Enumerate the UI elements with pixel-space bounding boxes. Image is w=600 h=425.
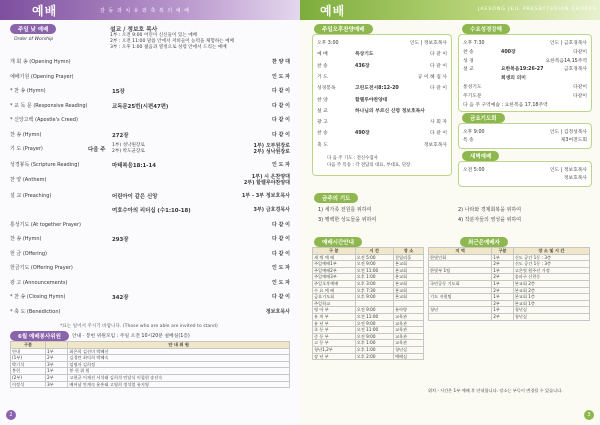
table-cell: 유아방 (393, 307, 423, 314)
volunteer-row (11, 374, 290, 381)
box-row-label: 통성기도 (463, 85, 482, 90)
order-item-detail: 여호수아의 리더십 (수1:10-18) (112, 208, 191, 214)
table-cell: 본교회 2층 (513, 287, 589, 294)
prayer-item: 2) 나라와 경제회복을 위하여 (458, 207, 522, 213)
order-item-detail: 다음 주 (88, 147, 106, 153)
box-row-label: 광 고 (317, 120, 328, 126)
box-row-mid: 하나님의 부르신 신령 정보호목사 (355, 108, 425, 114)
box-row-label: 다 음 주 구역예습 : 요한복음 17,18주역 (463, 102, 548, 108)
order-item-detail: 293장 (112, 237, 129, 243)
right-header-title: 예배 (320, 4, 346, 18)
table-cell: 3부 (45, 381, 67, 388)
table-cell: 오전 9:00 (355, 307, 393, 314)
table-cell: 청년실 (513, 307, 589, 314)
table-cell: 교육관 (393, 313, 423, 320)
table-cell: 기도 지원팀 (429, 294, 492, 301)
services-heading: 설교 / 정보호 목사 (110, 27, 158, 33)
volunteers-table-wrap (10, 341, 290, 388)
order-item-value: 다 같 이 (272, 88, 290, 94)
order-item-value: 1부) 시 온찬양대 (251, 173, 290, 180)
table-cell: 신도 공간 1동 : 3층 (513, 254, 589, 261)
schedule-row (313, 327, 424, 334)
table-cell: 3부 (45, 361, 67, 368)
service-line: 2부 : 오전 11:00 말씀 안에서 저희들이 능력을 체험하는 예배 (110, 39, 235, 44)
box-row-label: 찬 송 (317, 131, 328, 137)
table-cell: 주일예배1부 (313, 261, 356, 268)
table-cell: 박기석 (11, 361, 46, 368)
table-cell: 안내 (11, 348, 46, 355)
box-row-mid: 436장 (355, 63, 370, 69)
order-item-label: 설 교 (Preaching) (10, 192, 52, 199)
wednesday-pill: 수요성경강해 (462, 24, 510, 34)
table-header-row (11, 342, 290, 349)
table-cell: 이정석 (11, 381, 46, 388)
recent-row (429, 287, 590, 294)
table-header-row (313, 248, 424, 255)
table-cell: (1부) (11, 355, 46, 362)
order-item-extra: 1부) 성낙원장로 (112, 143, 145, 148)
volunteer-row (11, 355, 290, 362)
order-item-value: 다 같 이 (272, 294, 290, 300)
schedule-pill: 예배시간안내 (314, 237, 362, 247)
table-cell: 2부 (492, 261, 513, 268)
table-cell: 1부 (492, 280, 513, 287)
table-cell: 교육관 (393, 333, 423, 340)
table-cell: 한빛부 1팀 (429, 267, 492, 274)
table-header-cell: 지 역 (429, 248, 492, 255)
table-cell: 수 요 예 배 (313, 287, 356, 294)
box-row-value: 정보호목사 (423, 142, 447, 148)
order-item-value: 정보호목사 (265, 308, 290, 315)
volunteer-row (11, 361, 290, 368)
schedule-row (313, 267, 424, 274)
table-cell: 1부 (492, 307, 513, 314)
recent-row (429, 294, 590, 301)
table-cell: 1부 (45, 348, 67, 355)
order-item-value: 3부) 금호경목사 (253, 207, 290, 213)
order-item-label: * 교 독 문 (Responsive Reading) (10, 102, 88, 109)
table-header-cell: 안 내 위 원 (68, 342, 290, 349)
box-row-label: 설 교 (317, 108, 328, 114)
service-line: 1부 : 오전 9:00 어린이 신신들이 있는 예배 (110, 33, 198, 38)
order-item-label: * 찬 송 (Hymn) (10, 88, 46, 94)
box-row-label: 축 도 (317, 142, 328, 148)
order-item-label: 찬 송 (Hymn) (10, 131, 42, 138)
order-item-detail: 교독문25번(시편47편) (112, 103, 169, 110)
left-header (0, 0, 300, 20)
table-header-cell: 구분 (492, 248, 513, 255)
table-cell: 국민공동 기도회 (429, 280, 492, 287)
table-cell: 오후 1:00 (355, 340, 393, 347)
right-page-number: 3 (584, 410, 594, 420)
table-cell: 임명자 김희정 (68, 361, 290, 368)
table-cell: 오후 2:00 (355, 353, 393, 360)
order-item-label: 찬 양 (Anthem) (10, 176, 47, 183)
table-cell: 주일오후예배 (313, 280, 356, 287)
order-item-value: 인 도 자 (272, 73, 290, 80)
evening-next: 다 음 주 기도 : 전신수집사 (327, 156, 378, 161)
box-row-label: 성 경 (463, 58, 474, 64)
box-row-label: 설 교 (463, 67, 474, 73)
table-cell: 청년 (429, 307, 492, 314)
recent-row (429, 267, 590, 274)
table-header-cell: 장 소 (393, 248, 423, 255)
table-cell: 한빛인회 (429, 254, 492, 261)
table-cell: 본교회 (393, 274, 423, 281)
order-item-value: 2부) 성낙원장로 (253, 149, 290, 155)
order-item-value: 다 같 이 (272, 250, 290, 257)
volunteers-table (10, 341, 290, 388)
schedule-row (313, 280, 424, 287)
table-cell (429, 313, 492, 320)
table-cell: 중 등 부 (313, 333, 356, 340)
table-cell (429, 300, 492, 307)
table-cell: 오후 7:30 (355, 287, 393, 294)
schedule-row (313, 300, 424, 307)
box-row-mid: 할렐루야찬양대 (355, 97, 388, 103)
order-of-worship-en: Order of Worship (14, 37, 54, 42)
table-cell: 청년1,2부 (313, 346, 356, 353)
box-row-label: 찬 송 (317, 63, 328, 69)
table-cell: 교육관 (393, 320, 423, 327)
recent-row (429, 313, 590, 320)
recent-pill: 최근은예배자 (460, 237, 508, 247)
recent-table-wrap (428, 247, 590, 321)
box-row-label: 오전 5:00 (463, 168, 485, 173)
box-row-mid: 고린도전서8:12-20 (355, 86, 399, 92)
schedule-table-wrap (312, 247, 424, 360)
table-cell: 오후 1:00 (355, 346, 393, 353)
recent-row (429, 307, 590, 314)
order-item-label: 헌 금 (Offering) (10, 250, 47, 257)
table-cell: 오전 9:00 (355, 261, 393, 268)
table-cell: 2부 (492, 300, 513, 307)
volunteer-row (11, 368, 290, 375)
schedule-row (313, 254, 424, 261)
prayer-item: 4) 작분자들의 영성을 위하여 (458, 217, 522, 223)
table-cell: 1부 (492, 294, 513, 301)
table-cell: 오전 5:00 (355, 254, 393, 261)
evening-next: 다음 주 특송 : 각 전담의 대표, 부대표, 단장 (327, 163, 411, 168)
table-cell: 최은희 김선미 박혜선 (68, 348, 290, 355)
box-row-value: 인도 | 김정성목사 (549, 130, 587, 135)
box-row-value: 금호경목사 (563, 67, 587, 73)
box-row-label: 주기도문 (463, 93, 482, 99)
schedule-row (313, 346, 424, 353)
evening-box (312, 34, 452, 176)
order-item-value: 1부) 오부원장로 (253, 143, 290, 149)
right-page (300, 0, 600, 425)
table-cell: 2부 (45, 374, 67, 381)
wednesday-box (458, 34, 592, 112)
order-item-value: 인 도 자 (272, 265, 290, 271)
table-cell: 1부 (45, 368, 67, 375)
table-cell: 예배실 (393, 353, 423, 360)
table-cell: 본교회 (393, 287, 423, 294)
box-row-label: 성경봉독 (317, 86, 336, 92)
table-cell (429, 287, 492, 294)
box-row-value: 공 이 헤 집 사 (417, 74, 447, 80)
order-item-value: 다 같 이 (272, 221, 290, 228)
table-cell: 오후 3:00 (355, 280, 393, 287)
left-header-subtitle: 감 동 과 치 유 와 축 복 의 예 배 (100, 8, 191, 14)
box-row-value: 다같이 (573, 85, 587, 90)
table-cell: 청년실 (513, 313, 589, 320)
schedule-row (313, 287, 424, 294)
prayer-item: 1) 세가족 전원를 위하여 (318, 207, 372, 213)
order-item-value: 인 도 자 (272, 279, 290, 286)
table-cell: 2부 (492, 313, 513, 320)
box-row-value: 사 회 자 (430, 120, 447, 126)
order-item-value: 다 같 이 (272, 117, 290, 123)
order-item-value: 다 같 이 (272, 131, 290, 138)
recent-row (429, 254, 590, 261)
order-item-label: 기 도 (Prayer) (10, 146, 43, 152)
table-cell (355, 300, 393, 307)
table-cell: 오전 11:00 (355, 267, 393, 274)
recent-table (428, 247, 590, 321)
table-cell: 2부 (492, 287, 513, 294)
right-header (300, 0, 600, 20)
table-cell: 본교회 (393, 280, 423, 287)
table-header-cell: 구분 (11, 342, 46, 349)
table-cell: 오후 1:00 (355, 274, 393, 281)
table-cell: 주일학교 (313, 300, 356, 307)
recent-row (429, 280, 590, 287)
table-cell (429, 261, 492, 268)
box-row-value: 다같이 (573, 49, 587, 55)
box-row-label: 예 배 (317, 52, 328, 58)
table-header-cell: 시 간 (355, 248, 393, 255)
order-item-detail: 272장 (112, 132, 129, 139)
order-item-value: 찬 양 대 (272, 59, 290, 65)
table-cell: 금요기도회 (313, 294, 356, 301)
friday-pill: 금요기도회 (462, 113, 505, 123)
table-cell: 갈릴리홀 (393, 254, 423, 261)
order-item-label: * 축 도 (Benediction) (10, 308, 61, 315)
table-cell: 1부 (492, 254, 513, 261)
table-cell: 유 년 부 (313, 320, 356, 327)
box-row-mid: 묵상기도 (355, 52, 374, 58)
table-cell: 본교회 (393, 267, 423, 274)
prayer-pill: 금주의 기도 (314, 193, 358, 203)
dawn-pill: 새벽예배 (462, 151, 499, 161)
order-item-label: 광 고 (Announcements) (10, 279, 68, 286)
order-item-value: 다 같 이 (272, 236, 290, 242)
service-line: 3부 : 오후 1:00 젊음과 열정으로 성령 안에서 드리는 예배 (110, 45, 227, 50)
table-cell: 봉 헌 위 원 (68, 368, 290, 375)
table-cell: 배어남 안계숙 윤홍태 고영희 정석열 유지영 (68, 381, 290, 388)
schedule-row (313, 307, 424, 314)
order-item-detail: 342장 (112, 295, 129, 301)
table-cell: 교육관 (393, 340, 423, 347)
recent-row (429, 274, 590, 281)
order-item-label: 찬 송 (Hymn) (10, 236, 42, 242)
volunteers-info: 안내 · 봉헌 위원모임 : 주일 오전 10시20분 설배실(1층) (72, 334, 190, 339)
order-item-value: 인 도 자 (272, 162, 290, 168)
evening-pill: 주일오후찬양예배 (314, 24, 373, 34)
box-row-value: 다같이 (573, 93, 587, 99)
order-item-value: 다 같 이 (272, 102, 290, 109)
box-row-value: 인도 | 정보호목사 (549, 168, 587, 173)
recent-row (429, 300, 590, 307)
box-row-value: 정보호목사 (563, 176, 587, 181)
order-item-extra: 2부) 박도균장로 (112, 149, 145, 154)
table-cell: 교육관 (393, 327, 423, 334)
box-row-label: 기 도 (317, 74, 328, 80)
volunteer-row (11, 348, 290, 355)
table-cell: 초 등 부 (313, 327, 356, 334)
box-row-value: 요한복음14,15주역 (545, 58, 587, 64)
left-page-number: 2 (6, 410, 16, 420)
table-cell: 본교회 2층 (513, 280, 589, 287)
box-row-label: 오후 9:00 (463, 130, 485, 135)
volunteer-row (11, 381, 290, 388)
prayer-item: 3) 행백한 성도들을 위하여 (318, 217, 377, 223)
schedule-row (313, 333, 424, 340)
box-row-value: 다 같 이 (430, 63, 447, 69)
box-row-label: 특 송 (463, 138, 474, 143)
box-row-value: 다 같 이 (430, 131, 447, 137)
order-item-label: 예배기원 (Opening Prayer) (10, 73, 74, 80)
table-cell: 송파구 신천동 (513, 274, 589, 281)
order-item-value: 1부 - 3부 정보호목사 (241, 192, 290, 199)
order-item-detail: 마태복음18:1-14 (112, 163, 156, 169)
order-item-label: 통성기도 (At together Prayer) (10, 221, 81, 228)
order-item-detail: 어린아이 같은 신앙 (112, 193, 158, 200)
table-cell: 본교회 (393, 261, 423, 268)
table-cell: 청년실 (393, 346, 423, 353)
table-cell: 오전 9:00 (355, 333, 393, 340)
table-cell (393, 300, 423, 307)
table-cell: 고은빛 원주선 가정 (513, 267, 589, 274)
table-cell: 주일예배2부 (313, 267, 356, 274)
order-item-label: * 신앙고백 (Apostle's Creed) (10, 117, 78, 123)
schedule-row (313, 274, 424, 281)
box-row-mid: 400장 (501, 49, 516, 55)
box-row-value: 다 같 이 (430, 86, 447, 92)
friday-box (458, 123, 592, 149)
table-cell: 영 아 부 (313, 307, 356, 314)
order-item-value: 2부) 할렐루야찬양대 (243, 179, 290, 186)
left-header-title: 예배 (32, 4, 58, 18)
box-row-label: 오후 3:00 (317, 41, 339, 46)
box-row-value: 인도 | 금호경목사 (549, 41, 587, 46)
order-item-label: 헌금기도 (Offering Prayer) (10, 265, 73, 271)
table-cell: 오후 9:00 (355, 294, 393, 301)
box-row-mid: 희생의 의미 (501, 76, 526, 82)
recent-row (429, 261, 590, 268)
table-cell: 장 년 부 (313, 353, 356, 360)
box-row-value: 다 같 이 (430, 52, 447, 58)
order-item-label: 개 회 송 (Opening Hymn) (10, 59, 71, 65)
table-cell: 오전 9:00 (355, 320, 393, 327)
schedule-row (313, 320, 424, 327)
order-of-worship-pill: 주일 낮 예배 (10, 24, 56, 34)
table-cell: 오전 11:00 (355, 327, 393, 334)
table-cell: 오전 11:00 (355, 313, 393, 320)
table-cell: 1부 (492, 267, 513, 274)
table-cell: 본교회 1층 (513, 300, 589, 307)
table-cell: 주일예배3부 (313, 274, 356, 281)
table-cell (429, 274, 492, 281)
table-cell: 새 벽 예 배 (313, 254, 356, 261)
box-row-value: 제3여전도회 (560, 138, 587, 143)
box-row-mid: 요한복음19:26-27 (501, 67, 544, 73)
table-cell: (2부) (11, 374, 46, 381)
table-cell: 김경란 최덕희 박혜숙 (68, 355, 290, 362)
table-cell: 2부 (45, 355, 67, 362)
right-header-subtitle: JAESONG JEIL PRESBYTERIAN CHURCH (478, 7, 598, 12)
order-item-label: * 찬 송 (Closing Hymn) (10, 294, 66, 300)
table-cell: 유 치 부 (313, 313, 356, 320)
table-cell: 신도 공간 1동 : 3층 (513, 261, 589, 268)
table-cell: 봉헌 (11, 368, 46, 375)
table-header-cell (45, 342, 67, 349)
schedule-row (313, 261, 424, 268)
volunteers-pill: 6월 예배봉사위원 (10, 331, 69, 341)
schedule-row (313, 353, 424, 360)
table-cell: 고현균 이재선 서석태 김희석 민달식 이철현 송선숙 (68, 374, 290, 381)
order-item-label: 성경봉독 (Scripture Reading) (10, 162, 80, 168)
box-row-value: 인도 | 정보호목사 (409, 41, 447, 46)
dawn-box (458, 161, 592, 187)
box-row-mid: 490장 (355, 131, 370, 137)
table-header-row (429, 248, 590, 255)
table-cell: 고 등 부 (313, 340, 356, 347)
box-row-label: 오후 7:30 (463, 41, 485, 46)
schedule-table (312, 247, 424, 360)
schedule-row (313, 313, 424, 320)
stand-note: *표는 일어서 주시기 바랍니다. (Those who are able are invited to stand) (60, 324, 218, 329)
box-row-label: 찬 양 (317, 97, 328, 103)
table-cell: 본교회 (393, 294, 423, 301)
table-header-cell: 장 소 및 시 간 (513, 248, 589, 255)
table-header-cell: 구 분 (313, 248, 356, 255)
schedule-row (313, 340, 424, 347)
schedule-row (313, 294, 424, 301)
table-cell: 본교회 1층 (513, 294, 589, 301)
box-row-label: 찬 송 (463, 49, 474, 55)
table-cell: 2부 (492, 274, 513, 281)
recent-note: 위치 · 시간은 1부 예배 후 안내합니다. 장소는 부득이 변경될 수 있습니다. (428, 388, 563, 393)
order-item-detail: 15장 (112, 89, 125, 95)
